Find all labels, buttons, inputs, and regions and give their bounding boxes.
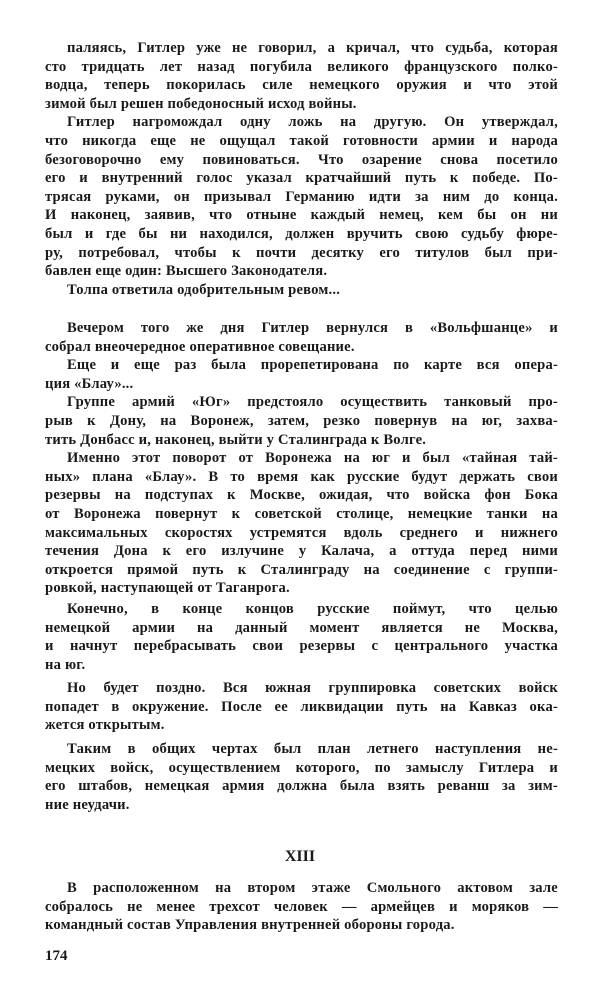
text-line: водца, теперь покорилась силе немецкого оружия и что этой <box>45 77 558 94</box>
text-line: Таким в общих чертах был план летнего наступления не- <box>67 741 558 757</box>
page-number: 174 <box>45 948 68 964</box>
text-line: В расположенном на втором этаже Смольного актовом зале <box>67 880 558 896</box>
text-line: ние неудачи. <box>45 796 130 813</box>
paragraph <box>45 113 558 280</box>
text-line: ру, потребовал, чтобы к почти десятку его титулов был при- <box>45 244 558 261</box>
text-line: мецких войск, осуществлением которого, по замыслу Гитлера и <box>45 759 558 776</box>
text-line: резервы на подступах к Москве, ожидая, что войска фон Бока <box>45 487 558 504</box>
paragraph <box>45 356 558 393</box>
text-line: ровкой, наступающей от Таганрога. <box>45 580 290 597</box>
text-line: течения Дона к его излучине у Калача, а оттуда перед ними <box>45 543 558 560</box>
text-line: безоговорочно ему повиноваться. Что озарение снова посетило <box>45 151 558 168</box>
paragraph-no <box>45 679 558 735</box>
text-line: ция «Блау»... <box>45 375 134 392</box>
text-line: Конечно, в конце концов русские поймут, что целью <box>67 601 558 617</box>
text-line: Группе армий «Юг» предстояло осуществить танковый про- <box>67 394 558 411</box>
text-line: его и внутренний голос указал кратчайший путь к победе. По- <box>45 170 558 187</box>
text-line: на юг. <box>45 656 86 673</box>
text-line: откроется прямой путь к Сталинграду на соединение с группи- <box>45 561 558 578</box>
text-line: паляясь, Гитлер уже не говорил, а кричал, что судьба, которая <box>67 40 558 56</box>
paragraph <box>45 319 558 356</box>
text-line: зимой был решен победоносный исход войны. <box>45 95 357 112</box>
paragraph <box>45 39 558 113</box>
paragraph <box>45 393 558 449</box>
text-line: жется открытым. <box>45 717 165 734</box>
text-line: собрал внеочередное оперативное совещание. <box>45 338 355 355</box>
text-line: Именно этот поворот от Воронежа на юг и был «тайная тай- <box>67 450 558 467</box>
text-line: максимальных скоростях устремятся вдоль среднего и нижнего <box>45 524 558 541</box>
text-line: Но будет поздно. Вся южная группировка советских войск <box>67 680 558 696</box>
text-line: и начнут перебрасывать свои резервы с центрального участка <box>45 638 558 655</box>
text-line: немецкой армии на данный момент является не Москва, <box>45 619 558 636</box>
text-line: трясая руками, он призывал Германию идти за ним до конца. <box>45 188 558 205</box>
text-line: Вечером того же дня Гитлер вернулся в «Вольфшанце» и <box>67 320 558 336</box>
text-line: от Воронежа повернут к советской столице, немецкие танки на <box>45 505 558 522</box>
paragraph <box>45 281 558 300</box>
text-line: собралось не менее трехсот человек — армейцев и моряков — <box>45 898 558 915</box>
text-line: ных» плана «Блау». В то время как русские будут держать свои <box>45 468 558 485</box>
text-line: что никогда еще не ощущал такой готовности армии и народа <box>45 132 558 149</box>
text-block-middle <box>45 319 558 598</box>
text-line: его штабов, немецкая армия должна была взять реванш за зим- <box>45 778 558 795</box>
text-line: тить Донбасс и, наконец, выйти у Сталинграда к Волге. <box>45 431 427 448</box>
chapter-heading: XIII <box>284 848 316 865</box>
text-line: был и где бы ни находился, должен вручить свою судьбу фюре- <box>45 225 558 242</box>
text-line: И наконец, заявив, что отныне каждый немец, кем бы он ни <box>45 207 558 224</box>
paragraph-takim <box>45 740 558 814</box>
text-line: Толпа ответила одобрительным ревом... <box>67 281 341 298</box>
text-line: попадет в окружение. После ее ликвидации путь на Кавказ ока- <box>45 698 558 715</box>
paragraph <box>45 449 558 598</box>
text-line: Гитлер нагромождал одну ложь на другую. Он утверждал, <box>67 114 558 131</box>
text-line: Еще и еще раз была прорепетирована по карте вся опера- <box>67 357 558 374</box>
text-line: рыв к Дону, на Воронеж, затем, резко повернув на юг, захва- <box>45 412 558 429</box>
text-block-top <box>45 39 558 299</box>
paragraph-chapter-start <box>45 879 558 935</box>
paragraph-konechno <box>45 600 558 674</box>
text-line: командный состав Управления внутренней обороны города. <box>45 917 455 934</box>
text-line: бавлен еще один: Высшего Законодателя. <box>45 263 328 280</box>
text-line: сто тридцать лет назад погубила великого французского полко- <box>45 58 558 75</box>
